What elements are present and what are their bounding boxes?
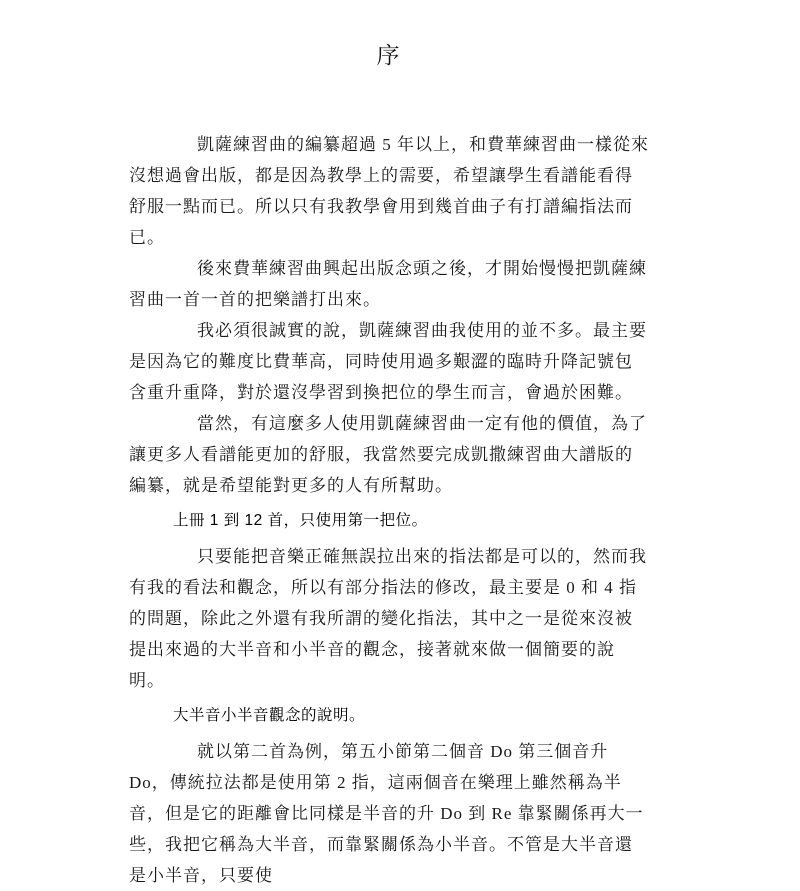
paragraph-publication-idea: 後來費華練習曲興起出版念頭之後，才開始慢慢把凱薩練習曲一首一首的把樂譜打出來。 xyxy=(129,259,647,309)
paragraph-value-and-goal: 當然，有這麼多人使用凱薩練習曲一定有他的價值，為了讓更多人看譜能更加的舒服，我當然要完成凱撒練習曲大譜版的編纂，就是希望能對更多的人有所幫助。 xyxy=(129,414,647,495)
paragraph-semitone-example: 就以第二首為例，第五小節第二個音 Do 第三個音升 Do，傳統拉法都是使用第 2 指，這兩個音在樂理上雖然稱為半音，但是它的距離會比同樣是半音的升 Do 到 Re 靠緊關係再大一些，我把它稱為大半音，而靠緊關係為小半音。不管是大半音還是小半音，只要使 xyxy=(129,742,644,885)
paragraph-fingering-philosophy: 只要能把音樂正確無誤拉出來的指法都是可以的，然而我有我的看法和觀念，所以有部分指法的修改，最主要是 0 和 4 指的問題，除此之外還有我所謂的變化指法，其中之一是從來沒被提出來過的大半音和小半音的觀念，接著就來做一個簡要的說明。 xyxy=(129,547,647,690)
page-title: 序 xyxy=(376,43,402,68)
section-heading-semitone-concept: 大半音小半音觀念的說明。 xyxy=(173,707,366,724)
paragraph-honest-usage: 我必須很誠實的說，凱薩練習曲我使用的並不多。最主要是因為它的難度比費華高，同時使用過多艱澀的臨時升降記號包含重升重降，對於還沒學習到換把位的學生而言，會過於困難。 xyxy=(129,321,647,402)
paragraph-intro-compilation: 凱薩練習曲的編纂超過 5 年以上，和費華練習曲一樣從來沒想過會出版，都是因為教學上的需要，希望讓學生看譜能看得舒服一點而已。所以只有我教學會用到幾首曲子有打譜編指法而已。 xyxy=(129,135,649,247)
section-heading-first-position: 上冊 1 到 12 首，只使用第一把位。 xyxy=(173,512,428,529)
